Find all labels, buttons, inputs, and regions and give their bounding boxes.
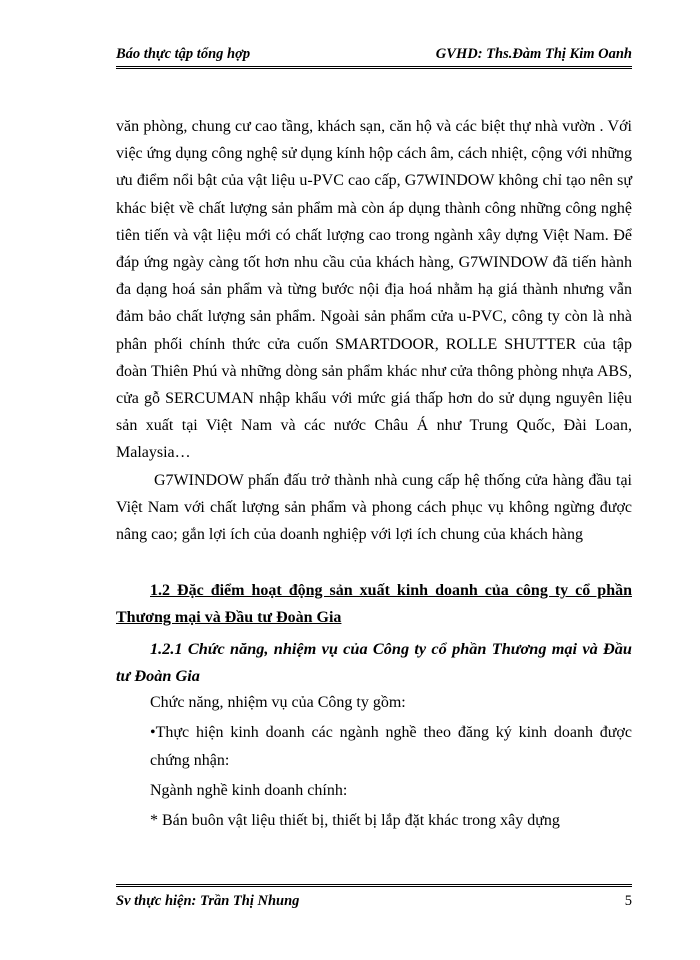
text-main-business: Ngành nghề kinh doanh chính:: [150, 781, 348, 799]
text-functions-intro: Chức năng, nhiệm vụ của Công ty gồm:: [150, 694, 406, 712]
header-report-title: Báo thực tập tổng hợp: [116, 46, 251, 62]
page-header: [116, 44, 632, 69]
footer-student-name: Sv thực hiện: Trần Thị Nhung: [116, 893, 300, 909]
page-body: [116, 113, 632, 834]
bullet-business-registration: •Thực hiện kinh doanh các ngành nghề theo đăng ký kinh doanh được chứng nhận:: [150, 724, 632, 769]
paragraph-company-goal: G7WINDOW phấn đấu trở thành nhà cung cấp hệ thống cửa hàng đầu tại Việt Nam với chất lượng sản phẩm và phong cách phục vụ không ngừng được nâng cao; gắn lợi ích của doanh nghiệp với lợi ích chung của khách hàng: [116, 471, 632, 544]
page-number: 5: [624, 893, 632, 909]
list-item-wholesale: * Bán buôn vật liệu thiết bị, thiết bị lắp đặt khác trong xây dựng: [150, 812, 560, 830]
section-heading-1-2: 1.2 Đặc điểm hoạt động sản xuất kinh doanh của công ty cổ phần Thương mại và Đầu tư Đoàn Gia: [116, 582, 632, 627]
paragraph-company-products: văn phòng, chung cư cao tầng, khách sạn, căn hộ và các biệt thự nhà vườn . Với việc ứng dụng công nghệ sử dụng kính hộp cách âm, cách nhiệt, cộng với những ưu điểm nổi bật của vật liệu u-PVC cao cấp, G7WINDOW không chỉ tạo nên sự khác biệt về chất lượng sản phẩm mà còn áp dụng thành công những công nghệ tiên tiến và vật liệu mới có chất lượng cao trong ngành xây dựng Việt Nam. Để đáp ứng ngày càng tốt hơn nhu cầu của khách hàng, G7WINDOW đã tiến hành đa dạng hoá sản phẩm và từng bước nội địa hoá nhằm hạ giá thành nhưng vẫn đảm bảo chất lượng sản phẩm. Ngoài sản phẩm cửa u-PVC, công ty còn là nhà phân phối chính thức cửa cuốn SMARTDOOR, ROLLE SHUTTER của tập đoàn Thiên Phú và những dòng sản phẩm khác như cửa thông phòng nhựa ABS, cửa gỗ SERCUMAN nhập khẩu với mức giá thấp hơn do sử dụng nguyên liệu sản xuất tại Việt Nam và các nước Châu Á như Trung Quốc, Đài Loan, Malaysia…: [116, 118, 632, 462]
page-footer: [116, 884, 632, 914]
header-advisor: GVHD: Ths.Đàm Thị Kim Oanh: [435, 46, 632, 62]
subsection-heading-1-2-1: 1.2.1 Chức năng, nhiệm vụ của Công ty cổ phần Thương mại và Đầu tư Đoàn Gia: [116, 639, 632, 686]
